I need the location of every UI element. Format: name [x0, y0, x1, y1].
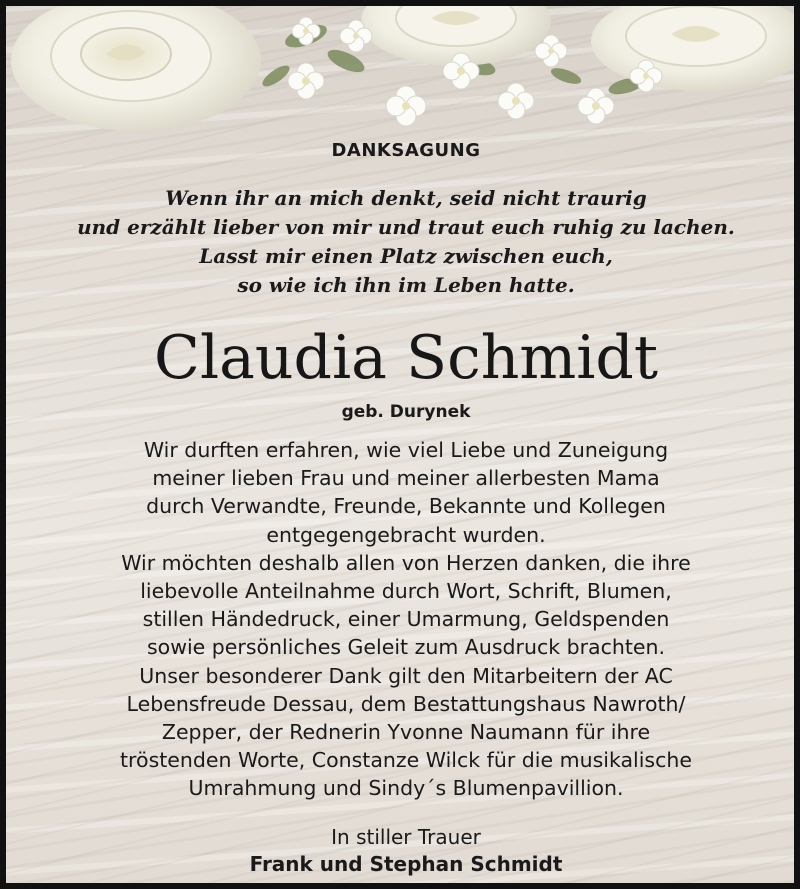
heading: DANKSAGUNG: [331, 140, 481, 161]
body-line: meiner lieben Frau und meiner allerbesten Mama: [152, 466, 660, 491]
rose-left: [11, 6, 261, 131]
body-line: Zepper, der Rednerin Yvonne Naumann für ihre: [161, 720, 651, 745]
flower-arrangement-image: [6, 6, 800, 146]
signature: Frank und Stephan Schmidt: [249, 852, 563, 876]
body-line: durch Verwandte, Freunde, Bekannte und Kollegen: [146, 494, 666, 519]
deceased-name: Claudia Schmidt: [154, 323, 658, 393]
body-line: liebevolle Anteilnahme durch Wort, Schrift, Blumen,: [140, 579, 672, 604]
closing: [6, 824, 800, 878]
body-line: entgegengebracht wurden.: [266, 522, 546, 547]
body-line: Lebensfreude Dessau, dem Bestattungshaus Nawroth/: [126, 691, 686, 716]
body-line: Unser besonderer Dank gilt den Mitarbeitern der AC: [139, 663, 673, 688]
poem-line: so wie ich ihn im Leben hatte.: [237, 273, 575, 297]
poem-line: und erzählt lieber von mir und traut euch ruhig zu lachen.: [77, 215, 735, 239]
body-line: sowie persönliches Geleit zum Ausdruck brachten.: [146, 635, 666, 660]
thanks-text: [6, 436, 800, 803]
poem: [6, 184, 800, 300]
body-line: Wir möchten deshalb allen von Herzen danken, die ihre: [121, 550, 691, 575]
rose-right: [591, 6, 800, 91]
poem-line: Wenn ihr an mich denkt, seid nicht traurig: [165, 186, 647, 210]
body-line: tröstenden Worte, Constanze Wilck für die musikalische: [120, 748, 692, 773]
body-line: Umrahmung und Sindy´s Blumenpavillion.: [188, 776, 624, 801]
maiden-name: geb. Durynek: [341, 402, 471, 422]
closing-phrase: In stiller Trauer: [331, 825, 481, 849]
poem-line: Lasst mir einen Platz zwischen euch,: [199, 244, 613, 268]
body-line: Wir durften erfahren, wie viel Liebe und Zuneigung: [143, 438, 669, 462]
body-line: stillen Händedruck, einer Umarmung, Geldspenden: [142, 607, 670, 632]
